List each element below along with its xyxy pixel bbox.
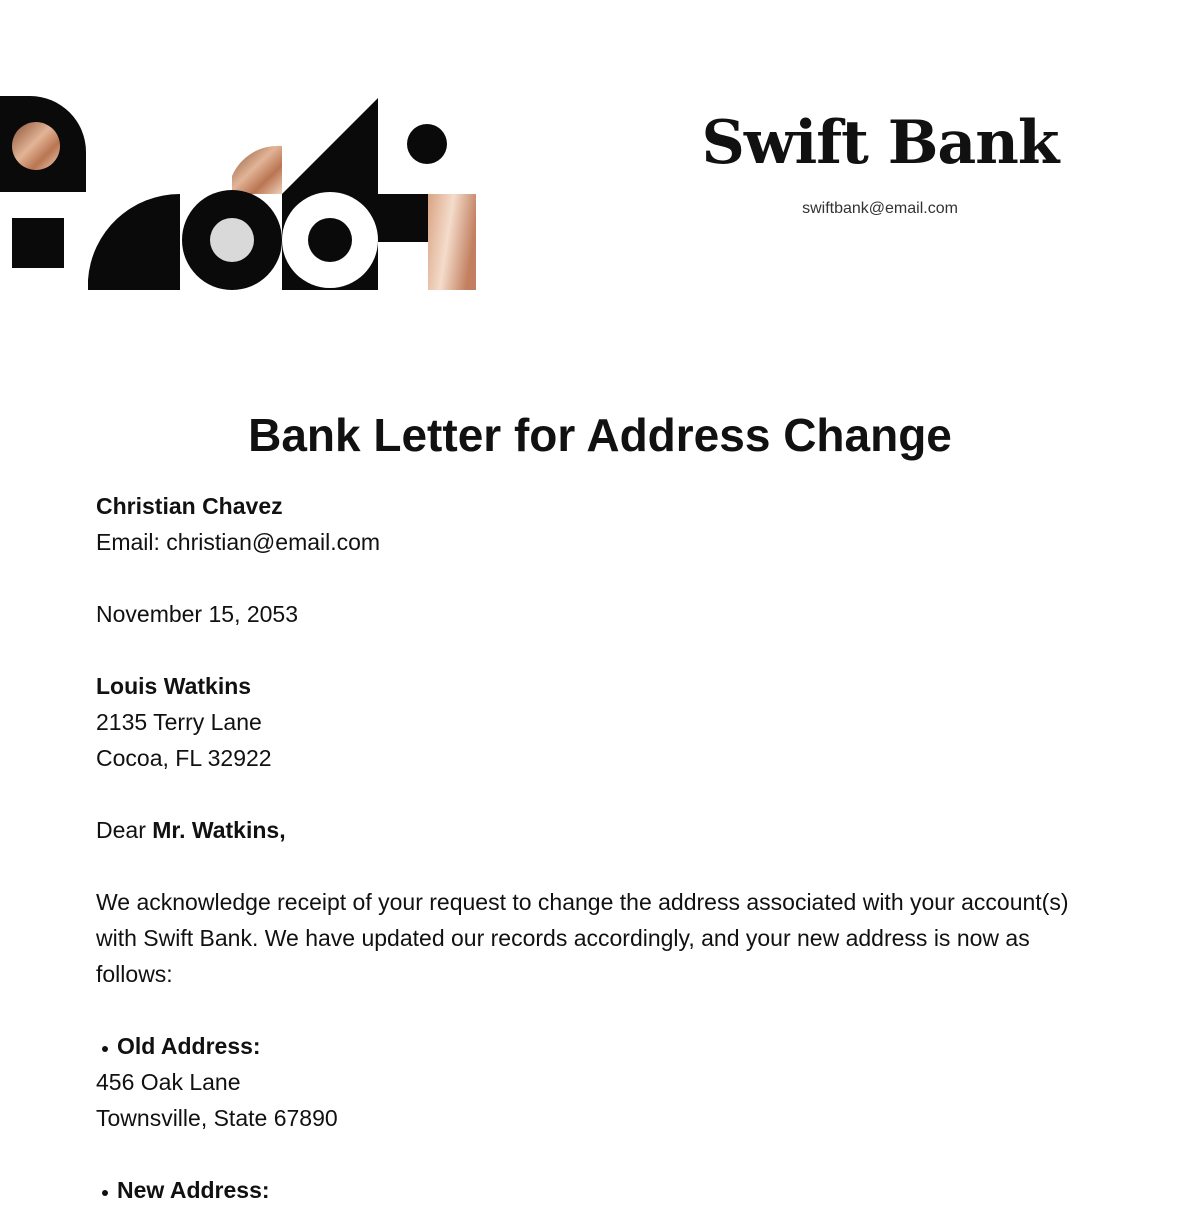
new-address-label: New Address: bbox=[117, 1177, 270, 1203]
salutation bbox=[96, 812, 1096, 848]
salutation-name: Mr. Watkins, bbox=[152, 817, 286, 843]
old-address-label: Old Address: bbox=[117, 1033, 261, 1059]
old-address-street: 456 Oak Lane bbox=[96, 1069, 241, 1095]
document-title: Bank Letter for Address Change bbox=[248, 409, 952, 461]
recipient-city: Cocoa, FL 32922 bbox=[96, 745, 272, 771]
old-address-city: Townsville, State 67890 bbox=[96, 1105, 338, 1131]
salutation-prefix: Dear bbox=[96, 817, 146, 843]
body-paragraph: We acknowledge receipt of your request to change the address associated with your account(s) with Swift Bank. We have updated our records accordingly, and your new address is now as follows: bbox=[96, 889, 1069, 987]
bullet-icon bbox=[102, 1046, 108, 1052]
letter-body bbox=[96, 488, 1096, 1208]
new-address-item bbox=[96, 1172, 1096, 1208]
brand-logo bbox=[0, 90, 480, 300]
letter-date: November 15, 2053 bbox=[96, 601, 299, 627]
geometric-logo-icon bbox=[0, 90, 480, 300]
old-address-item bbox=[96, 1028, 1096, 1064]
brand-email: swiftbank@email.com bbox=[802, 200, 958, 217]
sender-email: Email: christian@email.com bbox=[96, 529, 381, 555]
brand-name: Swift Bank bbox=[701, 108, 1059, 178]
recipient-name: Louis Watkins bbox=[96, 673, 252, 699]
recipient-street: 2135 Terry Lane bbox=[96, 709, 262, 735]
sender-name: Christian Chavez bbox=[96, 493, 283, 519]
bullet-icon bbox=[102, 1190, 108, 1196]
